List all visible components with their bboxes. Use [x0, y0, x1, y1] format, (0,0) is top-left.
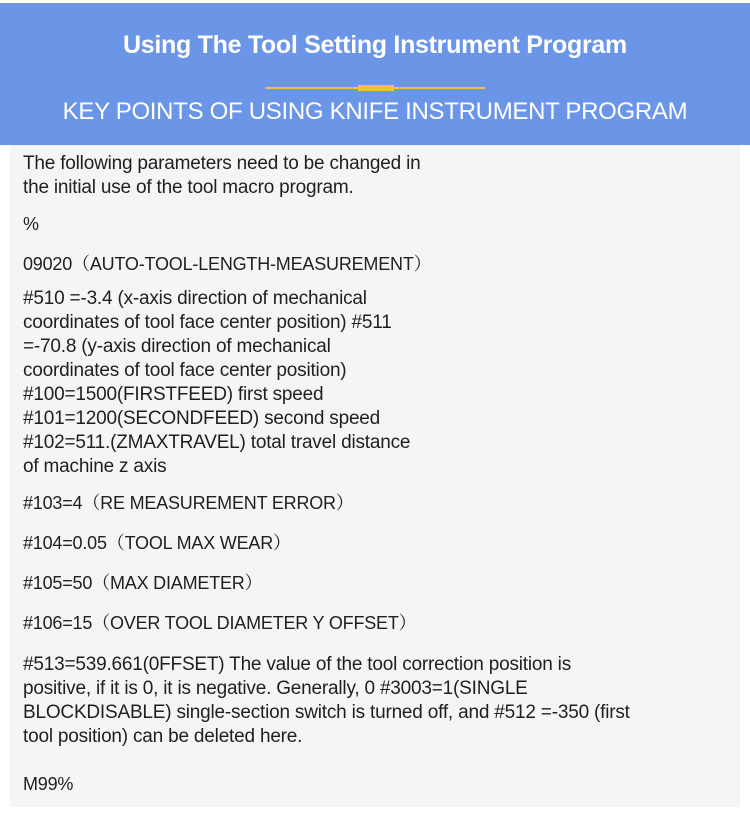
bottom-margin: [0, 807, 750, 814]
title-divider-accent: [358, 85, 394, 91]
header-banner: [0, 0, 750, 145]
param-106-line: #106=15（OVER TOOL DIAMETER Y OFFSET）: [23, 613, 417, 633]
param-103-line: #103=4（RE MEASUREMENT ERROR）: [23, 493, 354, 513]
page-subtitle: KEY POINTS OF USING KNIFE INSTRUMENT PROGRAM: [62, 98, 688, 125]
param-104-line: #104=0.05（TOOL MAX WEAR）: [23, 533, 291, 553]
program-content-panel: [10, 145, 740, 807]
page-title: Using The Tool Setting Instrument Program: [123, 31, 627, 59]
param-513-block: #513=539.661(0FFSET) The value of the tool correction position is positive, if it is 0, it is negative. Generally, 0 #3003=1(SINGLE BLOCKDISABLE) single-section switch is turned off, and #512 =-350 (first tool position) can be deleted here.: [23, 654, 630, 747]
program-number-line: 09020（AUTO-TOOL-LENGTH-MEASUREMENT）: [23, 254, 432, 274]
intro-text: The following parameters need to be changed in the initial use of the tool macro program.: [23, 153, 421, 198]
percent-line: %: [23, 214, 39, 234]
param-105-line: #105=50（MAX DIAMETER）: [23, 573, 263, 593]
parameters-block: #510 =-3.4 (x-axis direction of mechanical coordinates of tool face center position) #511 =-70.8 (y-axis direction of mechanical coordinates of tool face center position) #100=1500(FIRSTFEED) first speed #101=1200(SECONDFEED) second speed #102=511.(ZMAXTRAVEL) total travel distance of machine z axis: [23, 288, 411, 477]
end-line: M99%: [23, 774, 74, 794]
